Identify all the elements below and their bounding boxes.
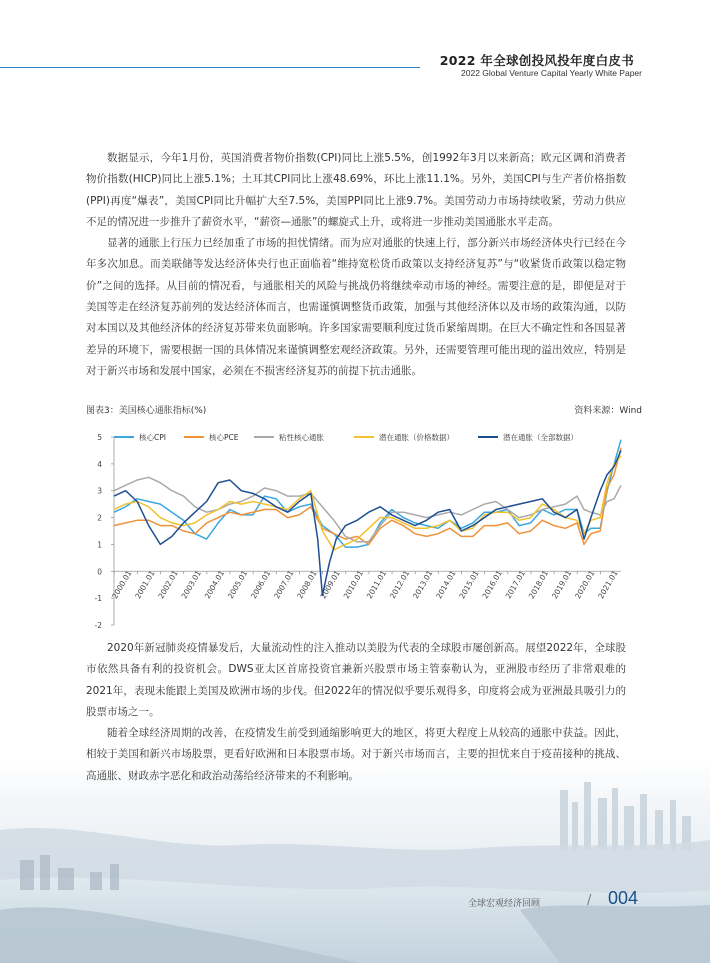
paragraph: 2020年新冠肺炎疫情暴发后，大量流动性的注入推动以美股为代表的全球股市屡创新高。展望2022年，全球股市依然具备有利的投资机会。DWS亚太区首席投资官兼新兴股票市场主管泰勒认为，亚洲股市经历了非常艰难的2021年，表现未能跟上美国及欧洲市场的步伐。但2022年的情况似乎要乐观得多，印度将会成为亚洲最具吸引力的股票市场之一。 — [86, 642, 626, 718]
chart-caption: 图表3：美国核心通胀指标(%) — [86, 406, 207, 416]
inflation-line-chart — [86, 425, 631, 635]
y-tick-label: 0 — [97, 567, 102, 577]
x-tick-label: 2001.01 — [133, 568, 157, 601]
x-tick-label: 2014.01 — [434, 568, 458, 601]
body-text-bottom — [86, 638, 626, 787]
y-tick-label: 2 — [97, 513, 102, 523]
y-tick-label: 3 — [97, 486, 102, 496]
x-tick-label: 2002.01 — [156, 568, 180, 601]
paragraph: 随着全球经济周期的改善，在疫情发生前受到通缩影响更大的地区，将更大程度上从较高的通胀中获益。因此，相较于美国和新兴市场股票，更看好欧洲和日本股票市场。对于新兴市场而言，主要的担忧来自于疫苗接种的挑战、高通胀、财政赤字恶化和政治动荡给经济带来的不利影响。 — [86, 727, 626, 782]
paragraph: 显著的通胀上行压力已经加重了市场的担忧情绪。而为应对通胀的快速上行，部分新兴市场经济体央行已经在今年多次加息。而美联储等发达经济体央行也正面临着“维持宽松货币政策以支持经济复苏”与“收紧货币政策以稳定物价”之间的选择。从目前的情况看，与通胀相关的风险与挑战仍将继续牵动市场的神经。需要注意的是，即便是对于美国等走在经济复苏前列的发达经济体而言，也需谨慎调整货币政策，加强与其他经济体以及市场的政策沟通，以防对本国以及其他经济体的经济复苏带来负面影响。许多国家需要顺利度过货币紧缩周期。在巨大不确定性和各国显著差异的环境下，需要根据一国的具体情况来谨慎调整宏观经济政策。另外，还需要管理可能出现的溢出效应，特别是对于新兴市场和发展中国家，必须在不损害经济复苏的前提下抗击通胀。 — [86, 237, 626, 377]
x-tick-label: 2021.01 — [596, 568, 620, 601]
legend-label: 核心CPI — [139, 433, 166, 442]
legend-label: 核心PCE — [209, 433, 239, 442]
page-header-subtitle: 2022 Global Venture Capital Yearly White Paper — [461, 68, 642, 78]
page-number: 004 — [608, 888, 639, 908]
x-tick-label: 2007.01 — [272, 568, 296, 601]
x-tick-label: 2019.01 — [550, 568, 574, 601]
x-tick-label: 2008.01 — [295, 568, 319, 601]
series-line-0 — [114, 440, 621, 547]
x-tick-label: 2010.01 — [341, 568, 365, 601]
x-tick-label: 2000.01 — [110, 568, 134, 601]
page-header-title: 2022 年全球创投风投年度白皮书 — [439, 53, 634, 68]
x-tick-label: 2016.01 — [480, 568, 504, 601]
y-tick-label: 4 — [97, 459, 102, 469]
x-tick-label: 2011.01 — [364, 568, 389, 601]
footer-section-title: 全球宏观经济回顾 — [468, 899, 541, 909]
y-tick-label: -1 — [94, 594, 102, 604]
chart-legend — [114, 432, 578, 442]
x-tick-label: 2018.01 — [526, 568, 551, 601]
footer-separator: / — [587, 893, 592, 908]
x-tick-label: 2009.01 — [318, 568, 342, 601]
y-tick-label: 5 — [97, 433, 102, 442]
chart-source: 资料来源：Wind — [574, 406, 642, 416]
y-tick-label: -2 — [94, 621, 102, 630]
legend-label: 潜在通胀（全部数据） — [503, 433, 578, 442]
x-tick-label: 2017.01 — [503, 568, 528, 601]
y-tick-label: 1 — [97, 540, 102, 550]
x-tick-label: 2005.01 — [225, 568, 250, 601]
x-tick-label: 2006.01 — [249, 568, 273, 601]
x-tick-label: 2012.01 — [387, 568, 412, 601]
x-tick-label: 2013.01 — [411, 568, 435, 601]
body-text-top — [86, 148, 626, 382]
legend-label: 粘性核心通胀 — [279, 433, 324, 442]
chart-axes — [95, 433, 621, 630]
paragraph: 数据显示，今年1月份，英国消费者物价指数(CPI)同比上涨5.5%，创1992年3月以来新高；欧元区调和消费者物价指数(HICP)同比上涨5.1%；土耳其CPI同比上涨48.69%，环比上涨11.1%。另外，美国CPI与生产者价格指数(PPI)再度“爆表”，美国CPI同比升幅扩大至7.5%，美国PPI同比上涨9.7%。美国劳动力市场持续收紧，劳动力供应不足的情况进一步推升了薪资水平，“薪资—通胀”的螺旋式上升，或将进一步推动美国通胀水平走高。 — [86, 152, 626, 228]
x-tick-label: 2020.01 — [573, 568, 597, 601]
legend-label: 潜在通胀（价格数据） — [379, 433, 454, 442]
city-skyline-background — [0, 760, 710, 963]
x-tick-label: 2015.01 — [457, 568, 481, 601]
x-tick-label: 2004.01 — [202, 568, 227, 601]
header-rule — [0, 67, 420, 68]
x-tick-label: 2003.01 — [179, 568, 203, 601]
